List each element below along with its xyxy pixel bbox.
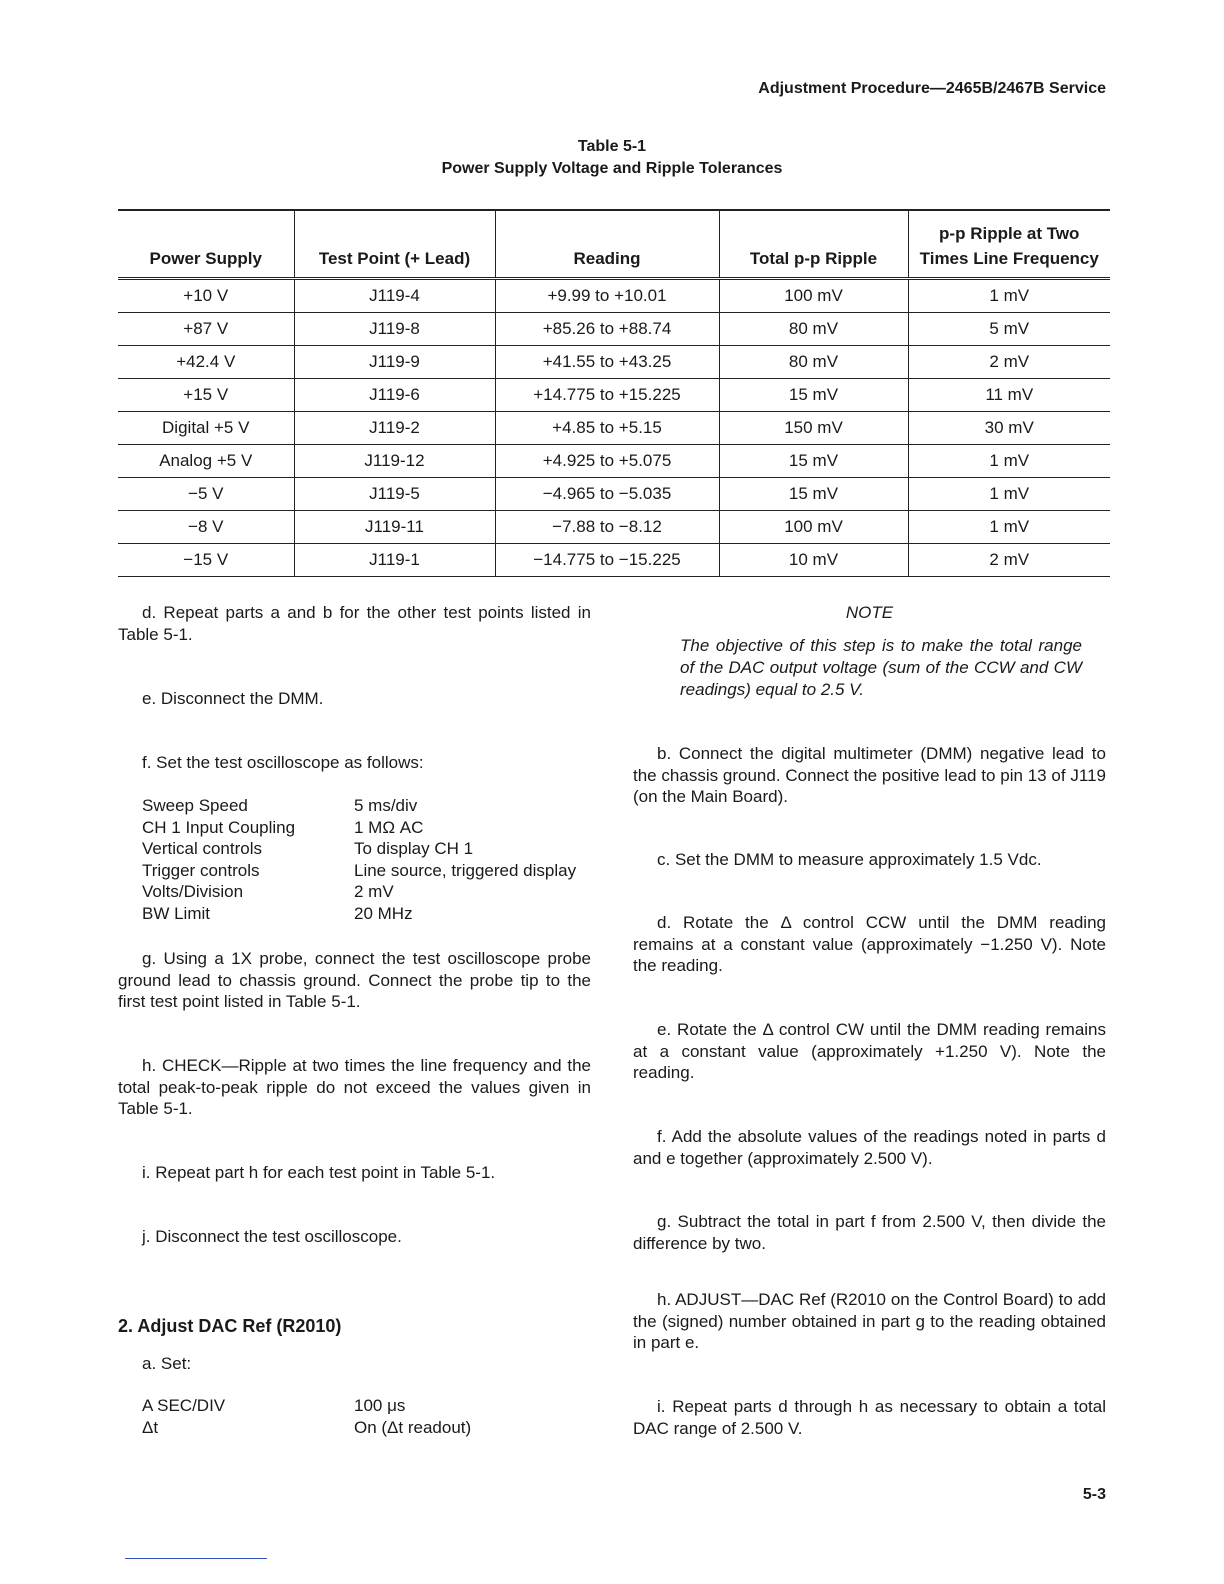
step-1g: g. Using a 1X probe, connect the test oscilloscope probe ground lead to chassis ground. Connect the probe tip to the first test point listed in Table 5-1. <box>118 949 591 1011</box>
step-2b: b. Connect the digital multimeter (DMM) negative lead to the chassis ground. Connect the positive lead to pin 13 of J119 (on the Main Board). <box>633 744 1106 806</box>
step-2c: c. Set the DMM to measure approximately 1.5 Vdc. <box>657 850 1042 869</box>
dac-settings <box>142 1395 602 1438</box>
table-cell: J119-4 <box>294 279 495 313</box>
step-1i: i. Repeat part h for each test point in Table 5-1. <box>142 1163 496 1182</box>
step-1h: h. CHECK—Ripple at two times the line frequency and the total peak-to-peak ripple do not exceed the values given in Table 5-1. <box>118 1056 591 1118</box>
step-2e: e. Rotate the Δ control CW until the DMM reading remains at a constant value (approximately +1.250 V). Note the reading. <box>633 1020 1106 1082</box>
table-cell: −14.775 to −15.225 <box>495 544 719 577</box>
page-number: 5-3 <box>1082 1486 1106 1503</box>
table-cell: +4.925 to +5.075 <box>495 445 719 478</box>
table-cell: −8 V <box>118 511 294 544</box>
col-header: Power Supply <box>118 210 294 279</box>
setting-name: Trigger controls <box>142 860 260 880</box>
table-number: Table 5-1 <box>577 138 647 155</box>
table-cell: 5 mV <box>908 313 1110 346</box>
table-cell: −15 V <box>118 544 294 577</box>
table-cell: 150 mV <box>719 412 908 445</box>
col-header: p-p Ripple at Two Times Line Frequency <box>908 210 1110 279</box>
table-row <box>118 511 1110 544</box>
table-cell: 15 mV <box>719 379 908 412</box>
table-cell: 80 mV <box>719 346 908 379</box>
setting-value: 5 ms/div <box>354 796 418 815</box>
table-cell: Analog +5 V <box>118 445 294 478</box>
setting-value: To display CH 1 <box>354 839 474 858</box>
step-1e: e. Disconnect the DMM. <box>142 689 324 708</box>
table-row <box>118 544 1110 577</box>
table-row <box>118 412 1110 445</box>
table-cell: +10 V <box>118 279 294 313</box>
note-body: The objective of this step is to make the total range of the DAC output voltage (sum of the CCW and CW readings) equal to 2.5 V. <box>680 636 1082 699</box>
table-cell: +85.26 to +88.74 <box>495 313 719 346</box>
setting-row <box>142 1395 602 1417</box>
table-cell: 10 mV <box>719 544 908 577</box>
table-cell: J119-5 <box>294 478 495 511</box>
setting-name: Δt <box>142 1417 159 1437</box>
step-1f: f. Set the test oscilloscope as follows: <box>142 753 424 772</box>
setting-row <box>142 838 602 860</box>
table-cell: Digital +5 V <box>118 412 294 445</box>
table-row <box>118 313 1110 346</box>
setting-value: On (Δt readout) <box>354 1417 472 1437</box>
step-2a: a. Set: <box>142 1354 192 1373</box>
table-cell: J119-6 <box>294 379 495 412</box>
table-cell: +9.99 to +10.01 <box>495 279 719 313</box>
table-cell: 1 mV <box>908 478 1110 511</box>
table-cell: 1 mV <box>908 279 1110 313</box>
setting-name: Vertical controls <box>142 839 262 858</box>
table-cell: 100 mV <box>719 279 908 313</box>
table-cell: +15 V <box>118 379 294 412</box>
step-1d: d. Repeat parts a and b for the other test points listed in Table 5-1. <box>118 603 591 644</box>
setting-row <box>142 795 602 817</box>
table-cell: J119-8 <box>294 313 495 346</box>
table-cell: 80 mV <box>719 313 908 346</box>
table-cell: 2 mV <box>908 544 1110 577</box>
setting-row <box>142 881 602 903</box>
setting-value: Line source, triggered display <box>354 860 577 880</box>
table-cell: J119-9 <box>294 346 495 379</box>
setting-value: 1 MΩ AC <box>354 817 424 837</box>
table-row <box>118 279 1110 313</box>
table-cell: +4.85 to +5.15 <box>495 412 719 445</box>
table-cell: −7.88 to −8.12 <box>495 511 719 544</box>
note-title: NOTE <box>845 603 894 622</box>
col-header: Reading <box>495 210 719 279</box>
scope-settings <box>142 795 602 924</box>
table-cell: 100 mV <box>719 511 908 544</box>
setting-name: CH 1 Input Coupling <box>142 817 296 837</box>
col-header: Total p-p Ripple <box>719 210 908 279</box>
setting-value: 2 mV <box>354 882 394 901</box>
table-cell: 1 mV <box>908 445 1110 478</box>
step-2g: g. Subtract the total in part f from 2.500 V, then divide the difference by two. <box>633 1212 1106 1253</box>
col-header: Test Point (+ Lead) <box>294 210 495 279</box>
table-cell: 11 mV <box>908 379 1110 412</box>
table-cell: +42.4 V <box>118 346 294 379</box>
table-cell: 15 mV <box>719 445 908 478</box>
table-row <box>118 478 1110 511</box>
table-cell: J119-12 <box>294 445 495 478</box>
setting-value: 100 μs <box>354 1396 406 1415</box>
footer-rule <box>125 1558 267 1559</box>
table-title: Power Supply Voltage and Ripple Tolerances <box>441 160 783 177</box>
step-2h: h. ADJUST—DAC Ref (R2010 on the Control Board) to add the (signed) number obtained in part g to the reading obtained in part e. <box>633 1290 1106 1352</box>
step-2d: d. Rotate the Δ control CCW until the DMM reading remains at a constant value (approximately −1.250 V). Note the reading. <box>633 913 1106 975</box>
table-cell: −4.965 to −5.035 <box>495 478 719 511</box>
table-cell: 15 mV <box>719 478 908 511</box>
step-2f: f. Add the absolute values of the readings noted in parts d and e together (approximately 2.500 V). <box>633 1127 1106 1168</box>
setting-name: Sweep Speed <box>142 796 248 815</box>
table-cell: J119-2 <box>294 412 495 445</box>
power-supply-table <box>118 209 1110 577</box>
table-header-row <box>118 210 1110 279</box>
setting-row <box>142 860 602 882</box>
table-row <box>118 445 1110 478</box>
setting-row <box>142 1417 602 1439</box>
setting-name: A SEC/DIV <box>142 1396 226 1415</box>
table-cell: J119-11 <box>294 511 495 544</box>
section-title: 2. Adjust DAC Ref (R2010) <box>118 1316 342 1336</box>
table-cell: 2 mV <box>908 346 1110 379</box>
table-row <box>118 379 1110 412</box>
step-1j: j. Disconnect the test oscilloscope. <box>142 1227 402 1246</box>
setting-name: BW Limit <box>142 903 210 923</box>
page-header: Adjustment Procedure—2465B/2467B Service <box>758 80 1106 97</box>
setting-name: Volts/Division <box>142 882 244 901</box>
setting-value: 20 MHz <box>354 903 413 923</box>
table-body <box>118 279 1110 577</box>
step-2i: i. Repeat parts d through h as necessary to obtain a total DAC range of 2.500 V. <box>633 1397 1106 1438</box>
table-cell: +14.775 to +15.225 <box>495 379 719 412</box>
setting-row <box>142 817 602 839</box>
table-cell: 1 mV <box>908 511 1110 544</box>
table-cell: 30 mV <box>908 412 1110 445</box>
table-row <box>118 346 1110 379</box>
table-cell: −5 V <box>118 478 294 511</box>
setting-row <box>142 903 602 925</box>
table-cell: +41.55 to +43.25 <box>495 346 719 379</box>
table-cell: +87 V <box>118 313 294 346</box>
table-cell: J119-1 <box>294 544 495 577</box>
